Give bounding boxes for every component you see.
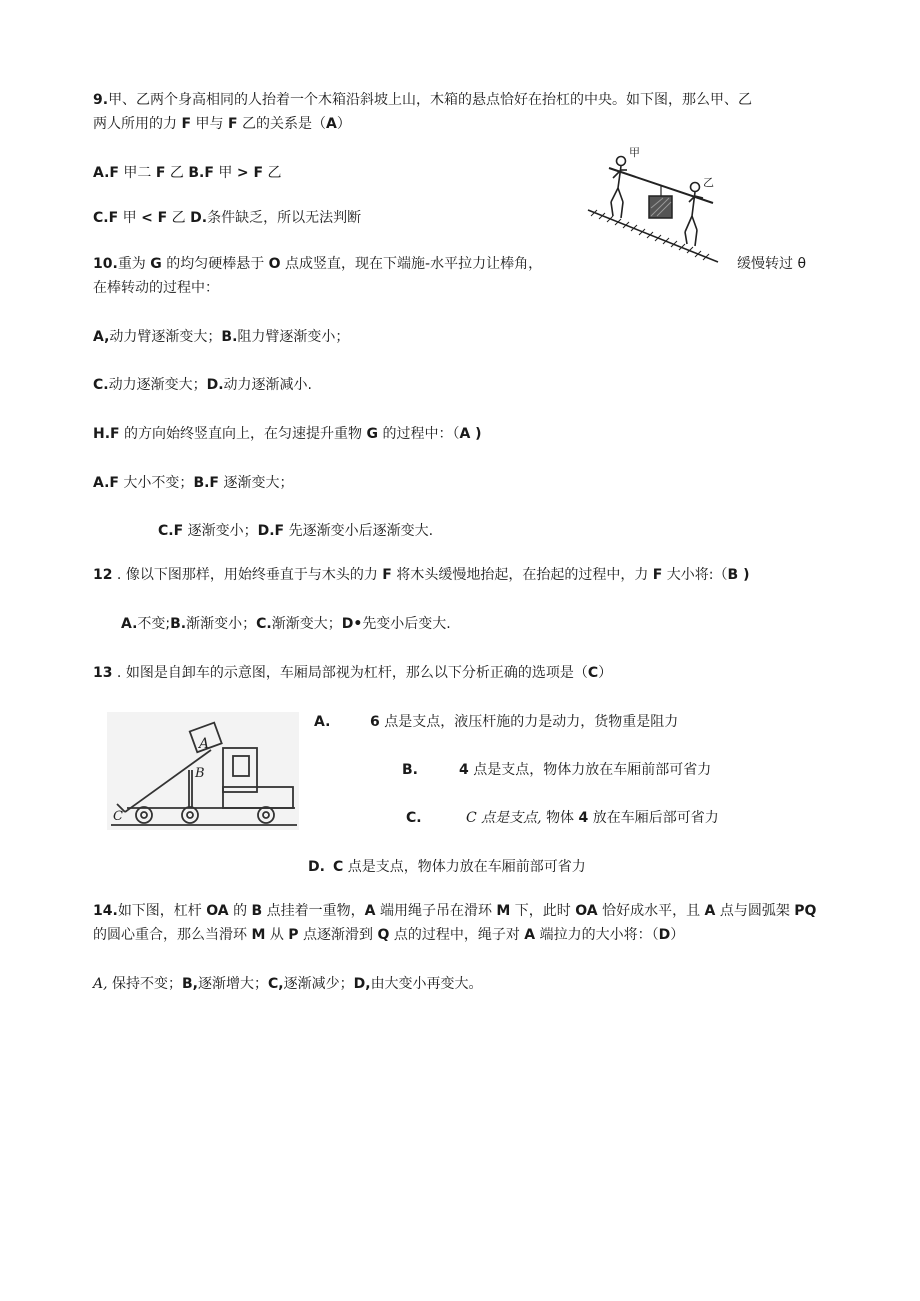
q14-text: 点逐渐滑到 — [298, 927, 378, 943]
q10-options-cd — [93, 375, 312, 395]
q13-option-a-key: A. — [314, 714, 331, 730]
label-c: C — [113, 809, 123, 824]
q11-options-cd — [158, 521, 433, 541]
q14-text: 点与圆弧架 — [715, 903, 795, 919]
q13-option-c-italic: C 点是支点, — [466, 810, 547, 826]
q14-line2 — [93, 925, 684, 945]
q14-symbol: A — [364, 903, 376, 919]
q14-symbol: M — [251, 927, 266, 943]
q12-option-d-text: 先变小后变大. — [362, 616, 451, 632]
q13-option-a-body — [370, 712, 678, 732]
q14-symbol: B — [251, 903, 263, 919]
q10-option-d-text: 动力逐渐减小. — [223, 377, 312, 393]
q11-option-c-key: C.F — [158, 523, 184, 539]
q9-line1 — [93, 90, 752, 110]
q10-option-c-text: 动力逐渐变大； — [108, 377, 207, 393]
q10-symbol: O — [268, 256, 281, 272]
q13-option-b-body — [459, 760, 711, 780]
q12-option-a-key: A. — [121, 616, 138, 632]
q12-option-a-text: 不变; — [137, 616, 171, 632]
q9-line2 — [93, 114, 351, 134]
q10-option-b-text: 阻力臂逐渐变小； — [237, 329, 350, 345]
q12-symbol: F — [652, 567, 663, 583]
q14-option-c-text: 逐渐减少； — [283, 976, 354, 992]
q9-option-c-symbol: < F — [141, 210, 168, 226]
q14-symbol: A — [704, 903, 716, 919]
q14-option-a-key: A, — [93, 976, 108, 992]
q11-line1 — [93, 424, 482, 444]
q14-option-b-text: 逐渐增大； — [198, 976, 269, 992]
q14-text: 从 — [265, 927, 289, 943]
q9-option-b-text: 乙 — [263, 165, 282, 181]
q12-text: . 像以下图那样，用始终垂直于与木头的力 — [112, 567, 383, 583]
person-yi — [691, 183, 700, 192]
q12-option-d-key: D• — [341, 616, 363, 632]
label-yi: 乙 — [703, 176, 714, 189]
q12-option-c-text: 渐渐变大； — [271, 616, 342, 632]
q11-answer: A ) — [459, 426, 482, 442]
q14-text: 的 — [228, 903, 252, 919]
q11-option-a-key: A.F — [93, 475, 119, 491]
q11-options-ab — [93, 473, 293, 493]
q9-number: 9. — [93, 92, 109, 108]
q13-option-c-text: 放在车厢后部可省力 — [588, 810, 719, 826]
q14-option-d-key: D, — [353, 976, 371, 992]
q9-options-ab — [93, 163, 281, 183]
q13-option-c-text: 物体 — [546, 810, 579, 826]
dump-truck-figure — [107, 712, 299, 830]
q14-symbol: OA — [206, 903, 229, 919]
q10-option-d-key: D. — [206, 377, 224, 393]
q14-option-d-text: 由大变小再变大。 — [370, 976, 483, 992]
q11-option-a-text: 大小不变； — [118, 475, 194, 491]
q13-option-c-body — [466, 808, 719, 828]
q14-text: 端用绳子吊在滑环 — [375, 903, 497, 919]
q14-text: 点的过程中，绳子对 — [389, 927, 525, 943]
slope-porters-figure — [585, 140, 720, 265]
q14-answer: D — [658, 927, 671, 943]
q14-text: 点挂着一重物， — [262, 903, 365, 919]
q10-symbol: G — [150, 256, 162, 272]
q12-text: 大小将:（ — [662, 567, 728, 583]
q14-symbol: OA — [575, 903, 598, 919]
q13-text: ） — [598, 665, 613, 681]
label-b: B — [195, 766, 205, 781]
q14-text: 恰好成水平，且 — [597, 903, 705, 919]
q10-line1 — [93, 254, 542, 274]
q11-number: H.F — [93, 426, 120, 442]
q9-text: ） — [336, 116, 351, 132]
q13-text: . 如图是自卸车的示意图，车厢局部视为杠杆，那么以下分析正确的选项是（ — [112, 665, 588, 681]
q9-option-b-text: 甲 — [213, 165, 237, 181]
label-a: A — [199, 736, 210, 752]
q13-option-a — [314, 712, 330, 732]
person-jia — [617, 157, 626, 166]
q13-option-d-text: 点是支点，物体力放在车厢前部可省力 — [343, 859, 586, 875]
q10-options-ab — [93, 327, 349, 347]
q14-symbol: PQ — [794, 903, 817, 919]
q13-number: 13 — [93, 665, 113, 681]
q10-text: 重为 — [117, 256, 151, 272]
q14-text: 如下图，杠杆 — [117, 903, 207, 919]
q14-symbol: M — [496, 903, 511, 919]
q10-text: 点成竖直，现在下端施-水平拉力让棒角， — [280, 256, 543, 272]
q14-text: 端拉力的大小将：（ — [535, 927, 659, 943]
q11-text: 的方向始终竖直向上，在匀速提升重物 — [119, 426, 367, 442]
q13-answer: C — [587, 665, 599, 681]
q14-text: ） — [670, 927, 685, 943]
q9-option-a-text: 甲二 — [118, 165, 156, 181]
q14-option-c-key: C, — [268, 976, 284, 992]
q10-option-b-key: B. — [221, 329, 238, 345]
q13-option-d-key: D. — [308, 859, 325, 875]
q9-text: 两人所用的力 — [93, 116, 182, 132]
q14-symbol: Q — [377, 927, 390, 943]
q12-symbol: F — [382, 567, 392, 583]
q9-option-a-symbol: F — [155, 165, 166, 181]
q9-text: 甲与 — [191, 116, 228, 132]
q12-option-b-key: B. — [170, 616, 187, 632]
q10-option-a-key: A, — [93, 329, 110, 345]
q9-symbol: F — [227, 116, 238, 132]
q13-option-a-text: 点是支点，液压杆施的力是动力，货物重是阻力 — [379, 714, 679, 730]
q14-text: 的圆心重合，那么当滑环 — [93, 927, 252, 943]
q13-option-b — [402, 760, 418, 780]
q13-option-b-number: 4 — [459, 762, 469, 778]
q12-line1 — [93, 565, 749, 585]
q13-option-d-body — [333, 857, 586, 877]
q9-symbol: F — [181, 116, 192, 132]
q9-option-c-text: 乙 — [167, 210, 191, 226]
q11-option-d-text: 先逐渐变小后逐渐变大. — [284, 523, 434, 539]
q13-option-b-key: B. — [402, 762, 418, 778]
q14-text: 下，此时 — [510, 903, 576, 919]
q13-option-c-key: C. — [406, 810, 422, 826]
q14-symbol: A — [524, 927, 536, 943]
q13-line1 — [93, 663, 612, 683]
q9-option-b-key: B.F — [188, 165, 214, 181]
q9-text: 乙的关系是（ — [237, 116, 326, 132]
q11-text: 的过程中：（ — [378, 426, 460, 442]
q12-option-b-text: 渐渐变小； — [186, 616, 257, 632]
q14-option-b-key: B, — [182, 976, 199, 992]
q13-option-c-number: 4 — [578, 810, 589, 826]
q9-option-b-symbol: > F — [236, 165, 264, 181]
q14-option-a-text: 保持不变； — [107, 976, 183, 992]
q13-option-a-number: 6 — [370, 714, 380, 730]
q12-option-c-key: C. — [256, 616, 272, 632]
q10-option-c-key: C. — [93, 377, 109, 393]
q12-options — [121, 614, 451, 634]
q9-options-cd — [93, 208, 361, 228]
q10-option-a-text: 动力臂逐渐变大； — [109, 329, 222, 345]
q9-text: 甲、乙两个身高相同的人抬着一个木箱沿斜坡上山，木箱的悬点恰好在抬杠的中央。如下图，那么甲、乙 — [108, 92, 753, 108]
q9-option-a-key: A.F — [93, 165, 119, 181]
q9-option-d-key: D. — [190, 210, 208, 226]
q14-options — [93, 974, 483, 994]
q9-option-c-text: 甲 — [118, 210, 142, 226]
q11-option-d-key: D.F — [257, 523, 285, 539]
q10-line2: 在棒转动的过程中： — [93, 280, 219, 296]
q10-text: 的均匀硬棒悬于 — [161, 256, 269, 272]
q13-option-b-text: 点是支点，物体力放在车厢前部可省力 — [468, 762, 712, 778]
q12-answer: B ) — [727, 567, 750, 583]
q13-option-d-symbol: C — [333, 859, 344, 875]
q11-symbol: G — [366, 426, 379, 442]
q9-option-a-text: 乙 — [165, 165, 189, 181]
q12-number: 12 — [93, 567, 113, 583]
q9-option-d-text: 条件缺乏，所以无法判断 — [207, 210, 362, 226]
q14-line1 — [93, 901, 816, 921]
q13-option-c — [406, 808, 422, 828]
q14-number: 14. — [93, 903, 118, 919]
q13-option-d — [308, 857, 325, 877]
q10-number: 10. — [93, 256, 118, 272]
q10-line1-tail: 缓慢转过 θ — [737, 256, 807, 272]
q14-symbol: P — [288, 927, 299, 943]
q11-option-c-text: 逐渐变小； — [183, 523, 258, 539]
q9-answer: A — [325, 116, 337, 132]
q11-option-b-text: 逐渐变大； — [219, 475, 294, 491]
label-jia: 甲 — [629, 146, 640, 159]
q12-text: 将木头缓慢地抬起，在抬起的过程中，力 — [391, 567, 653, 583]
q11-option-b-key: B.F — [193, 475, 219, 491]
q9-option-c-key: C.F — [93, 210, 119, 226]
